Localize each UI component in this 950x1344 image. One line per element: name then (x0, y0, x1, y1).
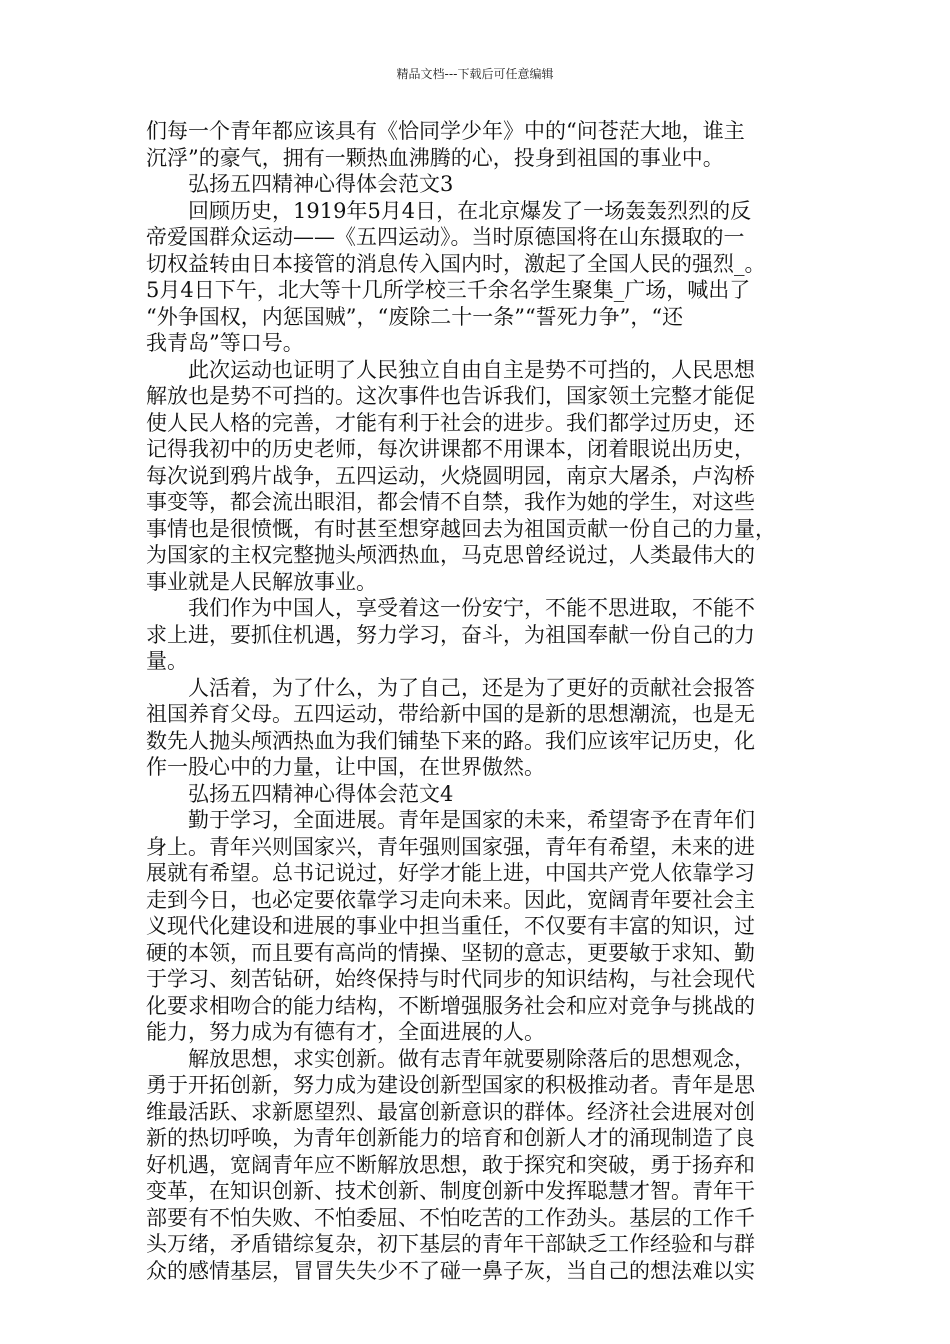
text-line: 化要求相吻合的能力结构，不断增强服务社会和应对竞争与挑战的 (146, 993, 755, 1018)
page-header: 精品文档---下载后可任意编辑 (396, 67, 554, 81)
text-line: 我们作为中国人，享受着这一份安宁，不能不思进取，不能不 (188, 596, 755, 620)
text-line: 为国家的主权完整抛头颅洒热血，马克思曾经说过，人类最伟大的 (146, 543, 755, 567)
text-line: 走到今日，也必定要依靠学习走向未来。因此，宽阔青年要社会主 (146, 887, 755, 912)
text-line: 们每一个青年都应该具有《恰同学少年》中的“问苍茫大地，谁主 (146, 119, 745, 143)
text-line: 变革，在知识创新、技术创新、制度创新中发挥聪慧才智。青年干 (146, 1179, 755, 1203)
text-line: 勇于开拓创新，努力成为建设创新型国家的积极推动者。青年是思 (146, 1073, 755, 1097)
text-line: 我青岛”等口号。 (146, 331, 304, 355)
text-line: 每次说到鸦片战争，五四运动，火烧圆明园，南京大屠杀，卢沟桥 (146, 463, 755, 488)
text-line: 人活着，为了什么，为了自己，还是为了更好的贡献社会报答 (188, 675, 755, 700)
text-line: 展就有希望。总书记说过，好学才能上进，中国共产党人依靠学习 (146, 861, 755, 885)
text-line: 作一股心中的力量，让中国，在世界傲然。 (146, 755, 545, 779)
text-line: 维最活跃、求新愿望烈、最富创新意识的群体。经济社会进展对创 (146, 1099, 755, 1124)
document-body (146, 118, 806, 1284)
text-line: 事情也是很愤慨，有时甚至想穿越回去为祖国贡献一份自己的力量， (146, 516, 776, 541)
text-line: 众的感情基层，冒冒失失少不了碰一鼻子灰，当自己的想法难以实 (146, 1258, 755, 1283)
text-line: 回顾历史，1919年5月4日，在北京爆发了一场轰轰烈烈的反 (188, 198, 752, 223)
text-line: 硬的本领，而且要有高尚的情操、坚韧的意志，更要敏于求知、勤 (146, 940, 755, 965)
text-line: 义现代化建设和进展的事业中担当重任，不仅要有丰富的知识，过 (146, 914, 755, 938)
text-line: 弘扬五四精神心得体会范文4 (188, 781, 454, 806)
text-line: 弘扬五四精神心得体会范文3 (188, 172, 454, 196)
text-line: 此次运动也证明了人民独立自由自主是势不可挡的，人民思想 (188, 357, 755, 382)
text-line: 好机遇，宽阔青年应不断解放思想，敢于探究和突破，勇于扬弃和 (146, 1152, 755, 1177)
text-line: 祖国养育父母。五四运动，带给新中国的是新的思想潮流，也是无 (146, 702, 755, 726)
text-line: 勤于学习，全面进展。青年是国家的未来，希望寄予在青年们 (188, 808, 755, 832)
text-line: 事业就是人民解放事业。 (146, 569, 377, 594)
text-line: 解放思想，求实创新。做有志青年就要剔除落后的思想观念， (188, 1046, 755, 1071)
text-line: 帝爱国群众运动——《五四运动》。当时原德国将在山东摄取的一 (146, 225, 745, 249)
text-line: 求上进，要抓住机遇，努力学习，奋斗，为祖国奉献一份自己的力 (146, 622, 755, 647)
text-line: “外争国权，内惩国贼”，“废除二十一条”“誓死力争”，“还 (146, 304, 684, 329)
text-line: 于学习、刻苦钻研，始终保持与时代同步的知识结构，与社会现代 (146, 967, 755, 991)
text-line: 使人民人格的完善，才能有利于社会的进步。我们都学过历史，还 (146, 410, 755, 435)
text-line: 头万绪，矛盾错综复杂，初下基层的青年干部缺乏工作经验和与群 (146, 1232, 755, 1256)
text-line: 解放也是势不可挡的。这次事件也告诉我们，国家领土完整才能促 (146, 384, 755, 408)
text-line: 沉浮”的豪气，拥有一颗热血沸腾的心，投身到祖国的事业中。 (146, 145, 724, 170)
text-line: 切权益转由日本接管的消息传入国内时，激起了全国人民的强烈_。 (146, 251, 766, 276)
text-line: 记得我初中的历史老师，每次讲课都不用课本，闭着眼说出历史， (146, 437, 755, 461)
text-line: 5月4日下午，北大等十几所学校三千余名学生聚集_广场，喊出了 (146, 278, 751, 302)
text-line: 数先人抛头颅洒热血为我们铺垫下来的路。我们应该牢记历史，化 (146, 728, 755, 753)
text-line: 部要有不怕失败、不怕委屈、不怕吃苦的工作劲头。基层的工作千 (146, 1205, 755, 1230)
text-line: 新的热切呼唤，为青年创新能力的培育和创新人才的涌现制造了良 (146, 1126, 755, 1150)
text-line: 身上。青年兴则国家兴，青年强则国家强，青年有希望，未来的进 (146, 834, 755, 859)
text-line: 量。 (146, 649, 188, 673)
text-line: 能力，努力成为有德有才，全面进展的人。 (146, 1020, 545, 1044)
text-line: 事变等，都会流出眼泪，都会情不自禁，我作为她的学生，对这些 (146, 490, 755, 514)
